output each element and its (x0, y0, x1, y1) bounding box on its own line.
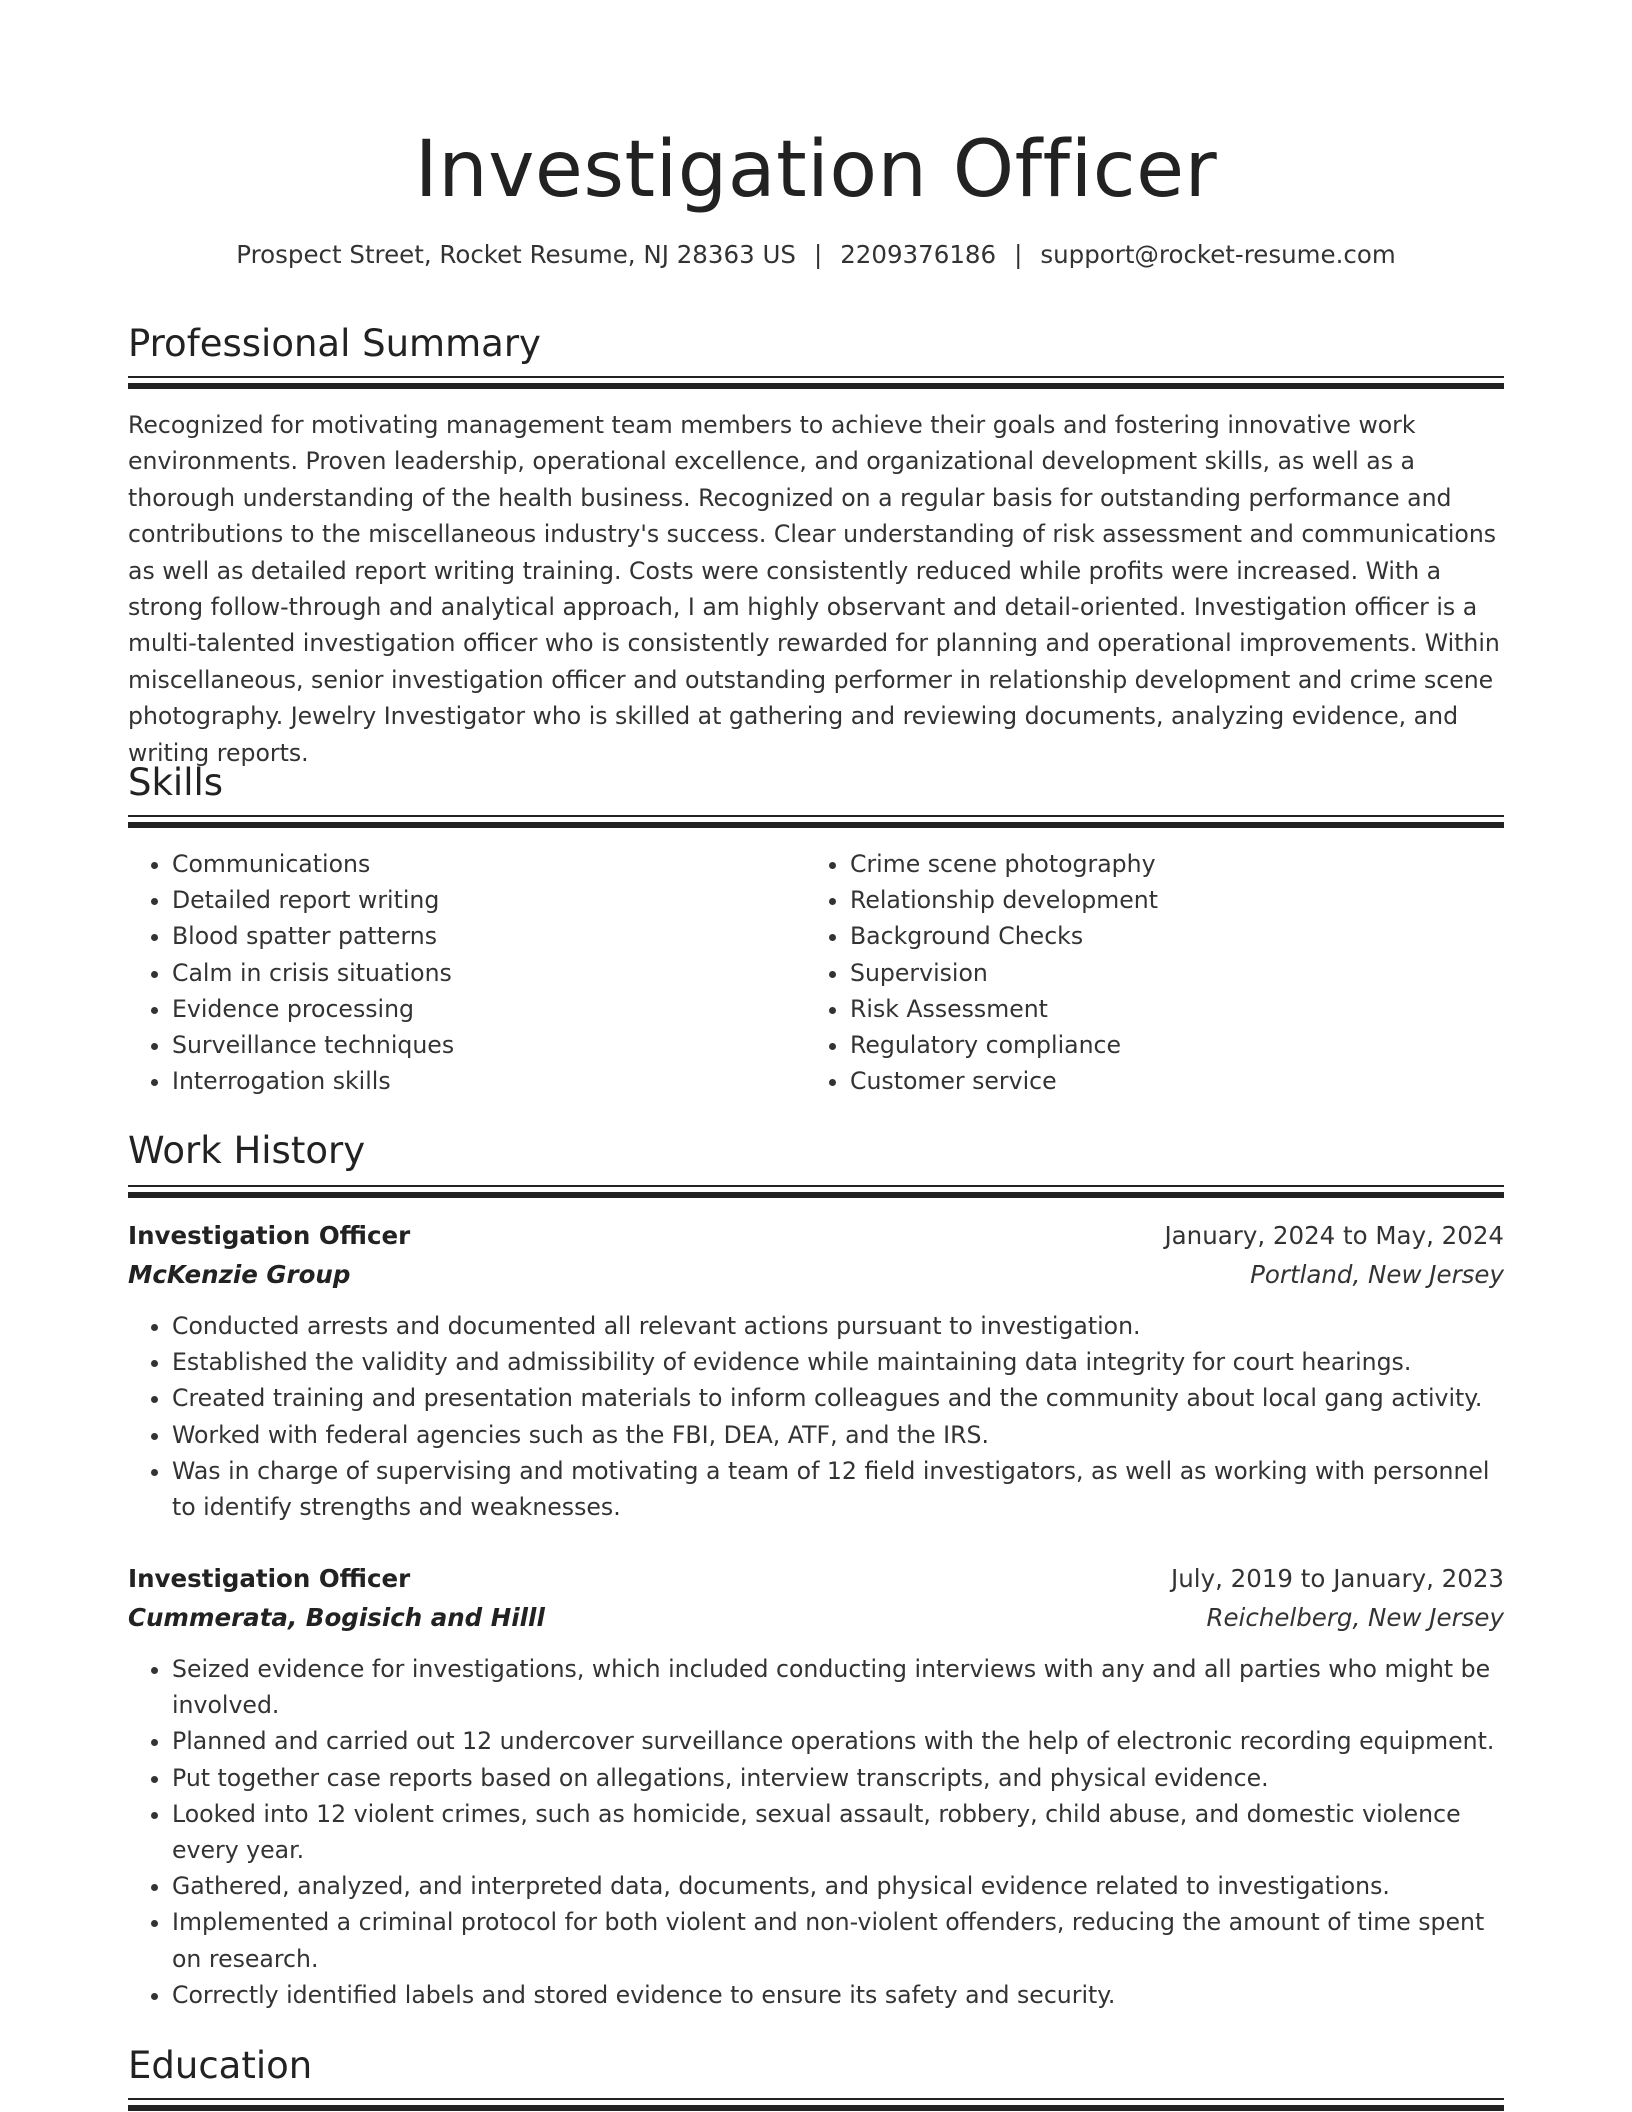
job-company: McKenzie Group (128, 1260, 351, 1289)
skills-list-right (806, 846, 1456, 1099)
skill-item: • Risk Assessment (850, 991, 1456, 1027)
job-bullet: • Seized evidence for investigations, which included conducting interviews with any and all parties who might be involved. (172, 1651, 1504, 1723)
job-dates: January, 2024 to May, 2024 (1164, 1221, 1504, 1250)
job-bullet: • Conducted arrests and documented all relevant actions pursuant to investigation. (172, 1308, 1504, 1344)
contact-address: Prospect Street, Rocket Resume, NJ 28363 US (236, 240, 796, 269)
work-history-heading: Work History (128, 1129, 366, 1172)
job-company-row (128, 1256, 1504, 1295)
skills-list-left (128, 846, 778, 1099)
skill-item: • Regulatory compliance (850, 1027, 1456, 1063)
skill-item: • Blood spatter patterns (172, 918, 778, 954)
contact-email[interactable]: support@rocket-resume.com (1040, 240, 1396, 269)
skill-item: • Interrogation skills (172, 1063, 778, 1099)
section-divider (128, 815, 1504, 828)
contact-line (128, 237, 1504, 273)
skill-item: • Calm in crisis situations (172, 955, 778, 991)
job-entry (128, 1560, 1504, 2013)
job-bullets (128, 1308, 1504, 1525)
job-header-row (128, 1217, 1504, 1256)
job-bullet: • Put together case reports based on allegations, interview transcripts, and physical evidence. (172, 1760, 1504, 1796)
skill-item: • Evidence processing (172, 991, 778, 1027)
job-location: Reichelberg, New Jersey (1206, 1603, 1504, 1632)
skill-item: • Detailed report writing (172, 882, 778, 918)
job-bullet: • Worked with federal agencies such as the FBI, DEA, ATF, and the IRS. (172, 1417, 1504, 1453)
job-bullet: • Established the validity and admissibility of evidence while maintaining data integrity for court hearings. (172, 1344, 1504, 1380)
skill-item: • Surveillance techniques (172, 1027, 778, 1063)
job-title: Investigation Officer (128, 1564, 411, 1593)
job-title: Investigation Officer (128, 1221, 411, 1250)
contact-separator: | (813, 240, 823, 269)
job-bullets (128, 1651, 1504, 2013)
job-company: Cummerata, Bogisich and Hilll (128, 1603, 545, 1632)
job-header-row (128, 1560, 1504, 1599)
job-company-row (128, 1599, 1504, 1638)
contact-separator: | (1014, 240, 1023, 269)
job-bullet: • Created training and presentation materials to inform colleagues and the community about local gang activity. (172, 1380, 1504, 1416)
job-bullet: • Was in charge of supervising and motivating a team of 12 field investigators, as well as working with personnel to identify strengths and weaknesses. (172, 1453, 1504, 1525)
section-divider (128, 1185, 1504, 1198)
skill-item: • Supervision (850, 955, 1456, 991)
job-bullet: • Gathered, analyzed, and interpreted data, documents, and physical evidence related to investigations. (172, 1868, 1504, 1904)
job-entry (128, 1217, 1504, 1525)
skill-item: • Relationship development (850, 882, 1456, 918)
skill-item: • Background Checks (850, 918, 1456, 954)
education-heading: Education (128, 2044, 313, 2087)
job-location: Portland, New Jersey (1250, 1260, 1504, 1289)
summary-heading: Professional Summary (128, 322, 541, 365)
section-divider (128, 2098, 1504, 2111)
skill-item: • Customer service (850, 1063, 1456, 1099)
section-divider (128, 376, 1504, 389)
job-bullet: • Planned and carried out 12 undercover surveillance operations with the help of electronic recording equipment. (172, 1723, 1504, 1759)
skill-item: • Crime scene photography (850, 846, 1456, 882)
contact-phone: 2209376186 (840, 240, 997, 269)
skill-item: • Communications (172, 846, 778, 882)
job-dates: July, 2019 to January, 2023 (1171, 1564, 1504, 1593)
skills-column-right (806, 846, 1456, 1099)
skills-heading: Skills (128, 761, 224, 804)
job-bullet: • Looked into 12 violent crimes, such as homicide, sexual assault, robbery, child abuse, and domestic violence every year. (172, 1796, 1504, 1868)
candidate-name: Investigation Officer (414, 125, 1218, 215)
summary-text: Recognized for motivating management team members to achieve their goals and fostering innovative work environments. Proven leadership, operational excellence, and organizational development skills, as well as a thorough understanding of the health business. Recognized on a regular basis for outstanding performance and contributions to the miscellaneous industry's success. Clear understanding of risk assessment and communications as well as detailed report writing training. Costs were consistently reduced while profits were increased. With a strong follow-through and analytical approach, I am highly observant and detail-oriented. Investigation officer is a multi-talented investigation officer who is consistently rewarded for planning and operational improvements. Within miscellaneous, senior investigation officer and outstanding performer in relationship development and crime scene photography. Jewelry Investigator who is skilled at gathering and reviewing documents, analyzing evidence, and writing reports. (128, 411, 1500, 767)
skills-column-left (128, 846, 778, 1099)
job-bullet: • Implemented a criminal protocol for both violent and non-violent offenders, reducing the amount of time spent on research. (172, 1904, 1504, 1976)
job-bullet: • Correctly identified labels and stored evidence to ensure its safety and security. (172, 1977, 1504, 2013)
